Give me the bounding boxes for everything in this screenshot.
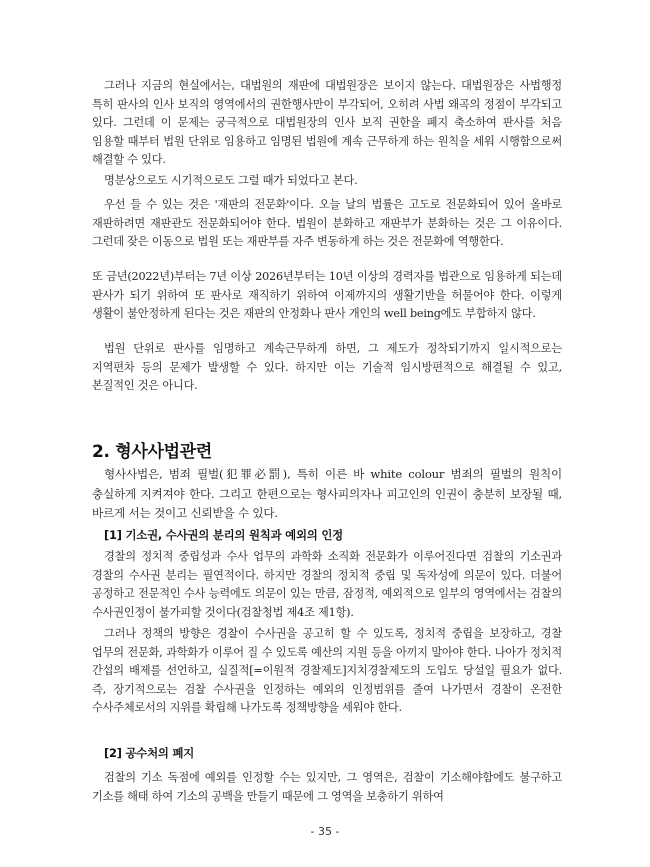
page-number: - 35 - [310,825,340,838]
subsection-heading-2: [2] 공수처의 폐지 [104,746,195,760]
section-heading: 2. 형사사법관련 [92,442,213,462]
subsection-1-paragraph-1: 경찰의 정치적 중립성과 수사 업무의 과학화 소직화 전문화가 이루어진다면 검찰의 기소권과 경찰의 수사권 분리는 필연적이다. 하지만 경찰의 정치적 중립 및 독자성에 의문이 있다. 더불어 공정하고 전문적인 수사 능력에도 의문이 있는 만큼, 잠정적, 예외적으로 일부의 영역에서는 검찰의 수사권인정이 불가피할 것이다(검찰청법 제4조 제1항). [92,550,562,619]
section-intro: 형사사법은, 범죄 필벌(犯罪必罰), 특히 이른 바 white colour 범죄의 필벌의 원칙이 충실하게 지켜져야 한다. 그리고 한편으로는 형사피의자나 피고인의 인권이 충분히 보장될 때, 바르게 서는 것이고 신뢰받을 수 있다. [92,467,562,520]
subsection-2-paragraph-1: 검찰의 기소 독점에 예외를 인정할 수는 있지만, 그 영역은, 검찰이 기소해야함에도 불구하고 기소를 해태 하여 기소의 공백을 만들기 때문에 그 영역을 보충하기 위하여 [92,771,562,803]
paragraph-1: 그러나 지금의 현실에서는, 대법원의 재판에 대법원장은 보이지 않는다. 대법원장은 사법행정 특히 판사의 인사 보직의 영역에서의 권한행사만이 부각되어, 오히려 사법 왜곡의 정점이 부각되고 있다. 그런데 이 문제는 궁극적으로 대법원장의 인사 보직 권한을 폐지 축소하여 판사를 처음 임용할 때부터 법원 단위로 임용하고 임명된 법원에 계속 근무하게 하는 원칙을 세워 시행함으로써 해결할 수 있다. [92,79,562,167]
subsection-heading-1: [1] 기소권, 수사권의 분리의 원칙과 예외의 인정 [104,528,343,542]
paragraph-3: 우선 들 수 있는 것은 '재판의 전문화'이다. 오늘 날의 법률은 고도로 전문화되어 있어 올바로 재판하려면 재판관도 전문화되어야 한다. 법원이 분화하고 재판부가 분화하는 것은 그 이유이다. 그런데 잦은 이동으로 법원 또는 재판부를 자주 변동하게 하는 것은 전문화에 역행한다. [92,198,562,249]
subsection-1-paragraph-2: 그러나 정책의 방향은 경찰이 수사권을 공고히 할 수 있도록, 정치적 중립을 보장하고, 경찰 업무의 전문화, 과학화가 이루어 질 수 있도록 예산의 지원 등을 아끼지 말아야 한다. 나아가 정치적 간섭의 배제를 선언하고, 실질적[=이원적 경찰제도]지치경찰제도의 도입도 당설일 필요가 없다. 즉, 장기적으로는 검찰 수사권을 인정하는 예외의 인정범위를 줄여 나가면서 경찰이 온전한 수사주체로서의 지위를 확립해 나가도록 정책방향을 세워야 한다. [92,627,562,715]
paragraph-2: 명분상으로도 시기적으로도 그럴 때가 되었다고 본다. [104,174,358,187]
paragraph-5: 법원 단위로 판사를 임명하고 계속근무하게 하면, 그 제도가 정착되기까지 일시적으로는 지역편차 등의 문제가 발생할 수 있다. 하지만 이는 기술적 임시방편적으로 해결될 수 있고, 본질적인 것은 아니다. [92,342,562,393]
paragraph-4: 또 금년(2022년)부터는 7년 이상 2026년부터는 10년 이상의 경력자를 법관으로 임용하게 되는데 판사가 되기 위하여 또 판사로 재직하기 위하여 이제까지의 생활기반을 허물어야 한다. 이렇게 생활이 불안정하게 된다는 것은 재판의 안정화나 판사 개인의 well being에도 부합하지 않다. [92,270,562,321]
